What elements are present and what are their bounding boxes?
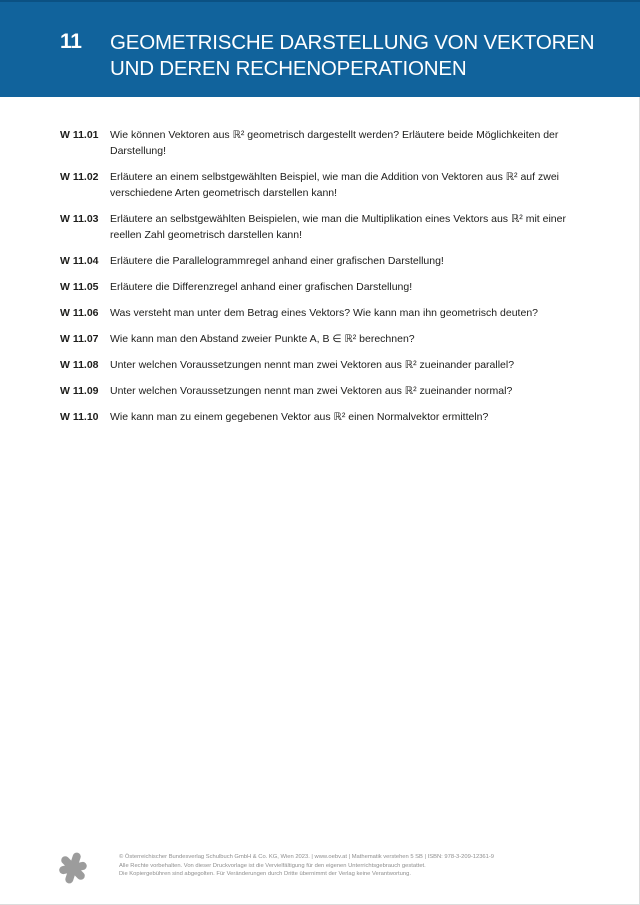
question-item [60, 127, 584, 159]
question-label: W 11.05 [60, 281, 99, 293]
question-text: Erläutere an selbstgewählten Beispielen, wie man die Multiplikation eines Vektors aus ℝ² mit einer reellen Zahl geometrisch darstellen kann! [110, 213, 566, 241]
question-list [60, 127, 584, 435]
question-text: Unter welchen Voraussetzungen nennt man zwei Vektoren aus ℝ² zueinander normal? [110, 385, 513, 397]
question-text: Wie kann man den Abstand zweier Punkte A, B ∈ ℝ² berechnen? [110, 333, 415, 345]
page-footer [58, 848, 494, 886]
question-item [60, 331, 584, 347]
question-item [60, 279, 584, 295]
question-label: W 11.04 [60, 255, 99, 267]
question-item [60, 357, 584, 373]
question-label: W 11.02 [60, 171, 99, 183]
chapter-title-line2: UND DEREN RECHENOPERATIONEN [110, 57, 467, 80]
question-label: W 11.09 [60, 385, 99, 397]
question-label: W 11.07 [60, 333, 99, 345]
publisher-logo [58, 848, 88, 886]
question-item [60, 253, 584, 269]
question-item [60, 409, 584, 425]
question-label: W 11.08 [60, 359, 99, 371]
question-text: Wie kann man zu einem gegebenen Vektor aus ℝ² einen Normalvektor ermitteln? [110, 411, 489, 423]
question-label: W 11.06 [60, 307, 99, 319]
question-text: Unter welchen Voraussetzungen nennt man zwei Vektoren aus ℝ² zueinander parallel? [110, 359, 515, 371]
question-label: W 11.01 [60, 129, 99, 141]
question-label: W 11.10 [60, 411, 99, 423]
question-text: Erläutere die Parallelogrammregel anhand einer grafischen Darstellung! [110, 255, 444, 267]
chapter-header-band [0, 0, 640, 97]
question-label: W 11.03 [60, 213, 99, 225]
chapter-number: 11 [60, 30, 82, 53]
question-item [60, 383, 584, 399]
question-item [60, 305, 584, 321]
footer-copyright-line: © Österreichischer Bundesverlag Schulbuch GmbH & Co. KG, Wien 2023. | www.oebv.at | Mathematik verstehen 5 SB | ISBN: 978-3-209-12361-9 [119, 854, 495, 860]
question-text: Erläutere an einem selbstgewählten Beispiel, wie man die Addition von Vektoren aus ℝ² auf zwei verschiedene Arten geometrisch darstellen kann! [110, 171, 559, 199]
footer-text [119, 848, 494, 879]
chapter-title-line1: GEOMETRISCHE DARSTELLUNG VON VEKTOREN [110, 31, 595, 54]
footer-liability-line: Die Kopiergebühren sind abgegolten. Für Veränderungen durch Dritte übernimmt der Verlag keine Verantwortung. [119, 871, 411, 877]
footer-rights-line: Alle Rechte vorbehalten. Von dieser Druckvorlage ist die Vervielfältigung für den eigenen Unterrichtsgebrauch gestattet. [119, 862, 426, 869]
question-text: Wie können Vektoren aus ℝ² geometrisch dargestellt werden? Erläutere beide Möglichkeiten der Darstellung! [110, 129, 559, 157]
question-text: Erläutere die Differenzregel anhand einer grafischen Darstellung! [110, 281, 413, 293]
chapter-title [110, 30, 594, 82]
question-item [60, 169, 584, 201]
question-item [60, 211, 584, 243]
oebv-asterisk-icon [58, 848, 88, 886]
question-text: Was versteht man unter dem Betrag eines Vektors? Wie kann man ihn geometrisch deuten? [110, 307, 538, 319]
